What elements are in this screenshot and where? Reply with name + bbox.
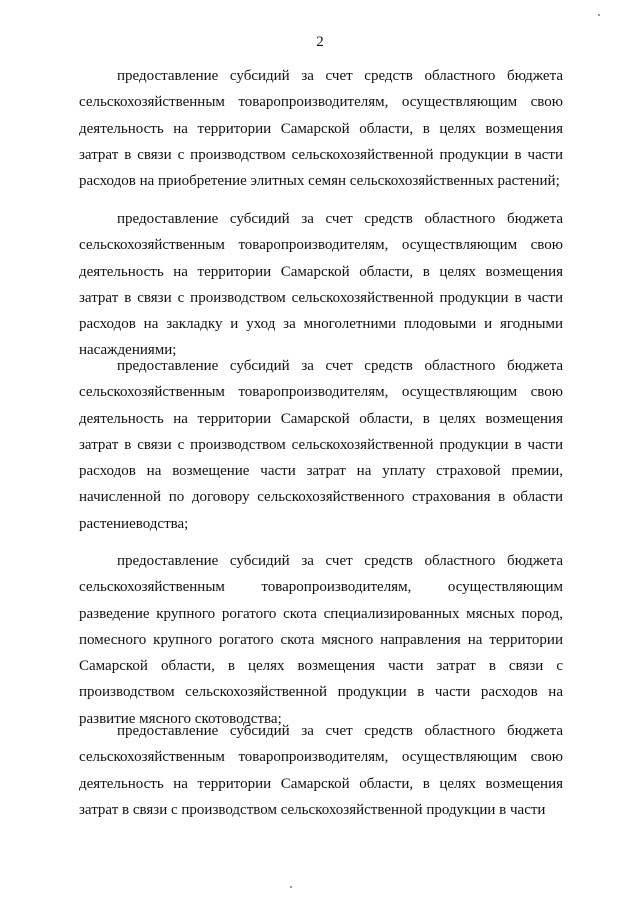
paragraph [79,206,563,364]
paragraph [79,718,563,823]
text-line: расходов на возмещение части затрат на уплату страховой премии, [79,463,563,480]
text-line: предоставление субсидий за счет средств областного бюджета [117,68,563,84]
scan-mark-bottom [290,886,292,888]
scan-mark-top-right [598,14,600,16]
text-line: деятельность на территории Самарской области, в целях возмещения [79,410,563,427]
text-line: Самарской области, в целях возмещения части затрат в связи с [79,658,563,675]
text-line: разведение крупного рогатого скота специализированных мясных пород, [79,605,563,622]
text-line: сельскохозяйственным товаропроизводителям, осуществляющим свою [79,384,563,401]
text-line: расходов на приобретение элитных семян сельскохозяйственных растений; [79,173,560,190]
page-number: 2 [316,34,324,50]
text-line: деятельность на территории Самарской области, в целях возмещения [79,120,563,137]
text-line: расходов на закладку и уход за многолетними плодовыми и ягодными [79,316,563,333]
text-line: деятельность на территории Самарской области, в целях возмещения [79,263,563,280]
text-line: предоставление субсидий за счет средств областного бюджета [117,723,563,739]
text-line: начисленной по договору сельскохозяйственного страхования в области [79,489,563,506]
text-line: насаждениями; [79,342,177,359]
text-line: сельскохозяйственным товаропроизводителям, осуществляющим свою [79,237,563,254]
text-line: затрат в связи с производством сельскохозяйственной продукции в части [79,289,563,306]
text-line: предоставление субсидий за счет средств областного бюджета [117,358,563,374]
text-line: деятельность на территории Самарской области, в целях возмещения [79,775,563,792]
text-line: растениеводства; [79,515,189,532]
text-line: производством сельскохозяйственной продукции в части расходов на [79,684,563,701]
text-line: сельскохозяйственным товаропроизводителям, осуществляющим свою [79,749,563,766]
paragraph [79,63,563,194]
paragraph [79,353,563,537]
text-line: предоставление субсидий за счет средств областного бюджета [117,211,563,227]
text-line: сельскохозяйственным товаропроизводителям, осуществляющим [79,579,563,596]
text-line: развитие мясного скотоводства; [79,710,282,727]
paragraph [79,548,563,732]
text-line: сельскохозяйственным товаропроизводителям, осуществляющим свою [79,94,563,111]
text-line: затрат в связи с производством сельскохозяйственной продукции в части [79,436,563,453]
text-line: предоставление субсидий за счет средств областного бюджета [117,553,563,569]
text-line: затрат в связи с производством сельскохозяйственной продукции в части [79,146,563,163]
text-line: затрат в связи с производством сельскохозяйственной продукции в части [79,801,546,818]
text-line: помесного крупного рогатого скота мясного направления на территории [79,631,563,648]
